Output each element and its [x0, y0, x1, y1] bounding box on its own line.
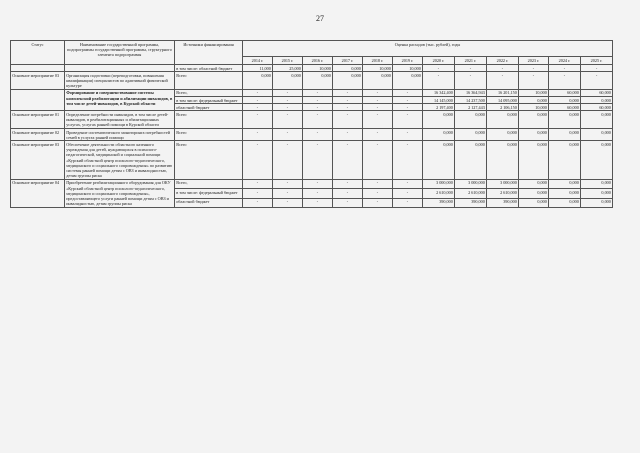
value-cell: -	[333, 198, 363, 207]
value-cell: 0,000	[549, 189, 581, 198]
value-cell: -	[333, 89, 363, 96]
value-cell: -	[303, 179, 333, 188]
value-cell: 11,000	[243, 65, 273, 72]
value-cell: 60,000	[549, 89, 581, 96]
value-cell: 0,000	[519, 179, 549, 188]
table-row	[11, 65, 613, 72]
value-cell: 10,000	[363, 65, 393, 72]
value-cell: 0,000	[487, 141, 519, 179]
row-source: в том числе: федеральный бюджет	[175, 97, 243, 104]
value-cell: -	[333, 129, 363, 141]
value-cell: 3 000,000	[455, 179, 487, 188]
value-cell: 16 342,400	[423, 89, 455, 96]
value-cell: -	[581, 65, 613, 72]
value-cell: 0,000	[519, 129, 549, 141]
value-cell: -	[273, 179, 303, 188]
table-row	[11, 111, 613, 129]
value-cell: 10,000	[303, 65, 333, 72]
value-cell: -	[333, 179, 363, 188]
value-cell: -	[303, 189, 333, 198]
value-cell: -	[243, 104, 273, 111]
value-cell: -	[243, 179, 273, 188]
table-row	[11, 129, 613, 141]
value-cell: 0,000	[423, 141, 455, 179]
value-cell: -	[333, 104, 363, 111]
value-cell: -	[363, 179, 393, 188]
value-cell: 10,000	[519, 89, 549, 96]
value-cell: 0,000	[243, 72, 273, 90]
row-source: Всего,	[175, 179, 243, 188]
value-cell: 0,000	[455, 129, 487, 141]
row-name: Обеспечение деятельности областного казенного учреждения для детей, нуждающихся в психолого-педагогической, медицинской и социальной помощи «Курский областной центр психолого-педагогического, медицинского и социального сопровождения» по развитию системы ранней помощи детям с ОВЗ и инвалидностью, детям группы риска	[65, 141, 175, 179]
value-cell: -	[487, 72, 519, 90]
row-status: Основное мероприятие 03	[11, 141, 65, 179]
value-cell: 2 197,400	[423, 104, 455, 111]
value-cell: 0,000	[581, 111, 613, 129]
value-cell: -	[273, 97, 303, 104]
value-cell: 60,000	[581, 104, 613, 111]
value-cell: 14 237,500	[455, 97, 487, 104]
row-name: Приобретение реабилитационного оборудования для ОКУ «Курский областной центр психолого-педагогического, медицинского и социального сопровождения», предоставляющего услуги ранней помощи детям с ОВЗ и инвалидностью, детям группы риска	[65, 179, 175, 207]
header-year: 2018 г.	[363, 57, 393, 65]
value-cell: 390,000	[487, 198, 519, 207]
value-cell: -	[243, 129, 273, 141]
row-name: Формирование и совершенствование системы комплексной реабилитации и абилитации инвалидов, в том числе детей-инвалидов, в Курской области	[65, 89, 175, 111]
value-cell: 0,000	[549, 97, 581, 104]
value-cell: -	[273, 111, 303, 129]
value-cell: -	[549, 65, 581, 72]
row-status: Основное мероприятие 02	[11, 129, 65, 141]
value-cell: -	[393, 104, 423, 111]
value-cell: 0,000	[363, 72, 393, 90]
value-cell: 0,000	[487, 129, 519, 141]
value-cell: 0,000	[519, 111, 549, 129]
value-cell: -	[243, 111, 273, 129]
table-row	[11, 89, 613, 96]
row-source: Всего	[175, 72, 243, 90]
value-cell: 2 610,000	[487, 189, 519, 198]
value-cell: 0,000	[581, 198, 613, 207]
header-year: 2020 г.	[423, 57, 455, 65]
value-cell: 0,000	[333, 72, 363, 90]
value-cell: 10,000	[393, 65, 423, 72]
value-cell: -	[243, 89, 273, 96]
value-cell: -	[393, 129, 423, 141]
value-cell: -	[303, 141, 333, 179]
row-status: Основное мероприятие 01	[11, 111, 65, 129]
value-cell: 2 610,000	[455, 189, 487, 198]
row-status	[11, 65, 65, 72]
value-cell: 0,000	[333, 65, 363, 72]
header-year: 2021 г.	[455, 57, 487, 65]
value-cell: -	[303, 97, 333, 104]
value-cell: -	[363, 89, 393, 96]
value-cell: 390,000	[423, 198, 455, 207]
value-cell: 10,000	[519, 104, 549, 111]
value-cell: -	[581, 72, 613, 90]
value-cell: -	[455, 65, 487, 72]
row-source: областной бюджет	[175, 198, 243, 207]
value-cell: 0,000	[549, 111, 581, 129]
value-cell: -	[363, 129, 393, 141]
value-cell: -	[333, 189, 363, 198]
value-cell: -	[455, 72, 487, 90]
row-name	[65, 65, 175, 72]
value-cell: 0,000	[581, 141, 613, 179]
value-cell: 0,000	[581, 129, 613, 141]
value-cell: 0,000	[549, 179, 581, 188]
header-name: Наименование государственной программы, подпрограммы государственной программы, структурного элемента подпрограммы	[65, 41, 175, 65]
row-name: Определение потребности инвалидов, в том числе детей-инвалидов, в реабилитационных и абилитационных услугах, услугах ранней помощи в Курской области	[65, 111, 175, 129]
value-cell: -	[423, 72, 455, 90]
value-cell: 0,000	[455, 111, 487, 129]
value-cell: 0,000	[423, 111, 455, 129]
value-cell: 0,000	[487, 111, 519, 129]
table-row	[11, 72, 613, 90]
value-cell: -	[333, 111, 363, 129]
value-cell: 16 364,943	[455, 89, 487, 96]
value-cell: 0,000	[519, 141, 549, 179]
value-cell: 0,000	[519, 189, 549, 198]
row-status	[11, 89, 65, 111]
row-source: в том числе: областной бюджет	[175, 65, 243, 72]
value-cell: 0,000	[393, 72, 423, 90]
value-cell: 0,000	[519, 198, 549, 207]
value-cell: -	[393, 179, 423, 188]
value-cell: -	[303, 89, 333, 96]
value-cell: -	[393, 189, 423, 198]
header-year: 2017 г.	[333, 57, 363, 65]
value-cell: 3 000,000	[423, 179, 455, 188]
header-year: 2024 г.	[549, 57, 581, 65]
value-cell: -	[363, 97, 393, 104]
row-name: Организация подготовки (переподготовки, повышения квалификации) специалистов по адаптивной физической культуре	[65, 72, 175, 90]
value-cell: 0,000	[581, 189, 613, 198]
value-cell: -	[487, 65, 519, 72]
value-cell: 2 610,000	[423, 189, 455, 198]
value-cell: 390,000	[455, 198, 487, 207]
value-cell: -	[393, 111, 423, 129]
value-cell: 0,000	[423, 129, 455, 141]
row-name: Проведение систематического мониторинга потребностей семей в услугах ранней помощи	[65, 129, 175, 141]
row-source: Всего	[175, 129, 243, 141]
header-year: 2019 г.	[393, 57, 423, 65]
value-cell: 0,000	[581, 179, 613, 188]
row-source: Всего	[175, 111, 243, 129]
row-source: Всего,	[175, 89, 243, 96]
value-cell: -	[273, 141, 303, 179]
value-cell: -	[363, 111, 393, 129]
value-cell: -	[519, 65, 549, 72]
value-cell: -	[549, 72, 581, 90]
row-status: Основное мероприятие 03	[11, 72, 65, 90]
value-cell: 14 095,000	[487, 97, 519, 104]
value-cell: -	[393, 198, 423, 207]
value-cell: 3 000,000	[487, 179, 519, 188]
value-cell: 14 145,000	[423, 97, 455, 104]
header-estimate: Оценка расходов (тыс. рублей), годы	[243, 41, 613, 57]
value-cell: 25,000	[273, 65, 303, 72]
value-cell: -	[303, 111, 333, 129]
value-cell: 0,000	[549, 129, 581, 141]
value-cell: -	[273, 89, 303, 96]
value-cell: 2 127,443	[455, 104, 487, 111]
value-cell: -	[393, 89, 423, 96]
value-cell: 0,000	[519, 97, 549, 104]
header-year: 2015 г.	[273, 57, 303, 65]
header-year: 2022 г.	[487, 57, 519, 65]
header-sources: Источники финансирования	[175, 41, 243, 65]
header-year: 2023 г.	[519, 57, 549, 65]
value-cell: 0,000	[549, 198, 581, 207]
value-cell: -	[273, 198, 303, 207]
value-cell: -	[393, 141, 423, 179]
value-cell: -	[303, 104, 333, 111]
value-cell: 0,000	[303, 72, 333, 90]
value-cell: 0,000	[273, 72, 303, 90]
value-cell: 2 106,150	[487, 104, 519, 111]
value-cell: -	[363, 141, 393, 179]
header-status: Статус	[11, 41, 65, 65]
value-cell: -	[273, 104, 303, 111]
value-cell: 60,000	[549, 104, 581, 111]
value-cell: -	[519, 72, 549, 90]
row-status: Основное мероприятие 04	[11, 179, 65, 207]
table-row	[11, 179, 613, 188]
value-cell: 16 201,150	[487, 89, 519, 96]
row-source: Всего	[175, 141, 243, 179]
row-source: в том числе: федеральный бюджет	[175, 189, 243, 198]
table-row	[11, 141, 613, 179]
value-cell: 0,000	[581, 97, 613, 104]
value-cell: -	[243, 141, 273, 179]
value-cell: -	[333, 97, 363, 104]
page-number: 27	[316, 14, 324, 23]
value-cell: -	[363, 104, 393, 111]
row-source: областной бюджет	[175, 104, 243, 111]
value-cell: -	[243, 97, 273, 104]
header-year: 2016 г.	[303, 57, 333, 65]
value-cell: -	[273, 189, 303, 198]
value-cell: -	[303, 129, 333, 141]
expenditure-table	[10, 40, 613, 208]
value-cell: -	[273, 129, 303, 141]
value-cell: -	[303, 198, 333, 207]
value-cell: 0,000	[549, 141, 581, 179]
value-cell: 0,000	[455, 141, 487, 179]
value-cell: -	[363, 189, 393, 198]
header-year: 2025 г.	[581, 57, 613, 65]
value-cell: -	[363, 198, 393, 207]
value-cell: -	[423, 65, 455, 72]
value-cell: -	[333, 141, 363, 179]
value-cell: 60,000	[581, 89, 613, 96]
header-year: 2014 г.	[243, 57, 273, 65]
value-cell: -	[243, 189, 273, 198]
value-cell: -	[243, 198, 273, 207]
value-cell: -	[393, 97, 423, 104]
